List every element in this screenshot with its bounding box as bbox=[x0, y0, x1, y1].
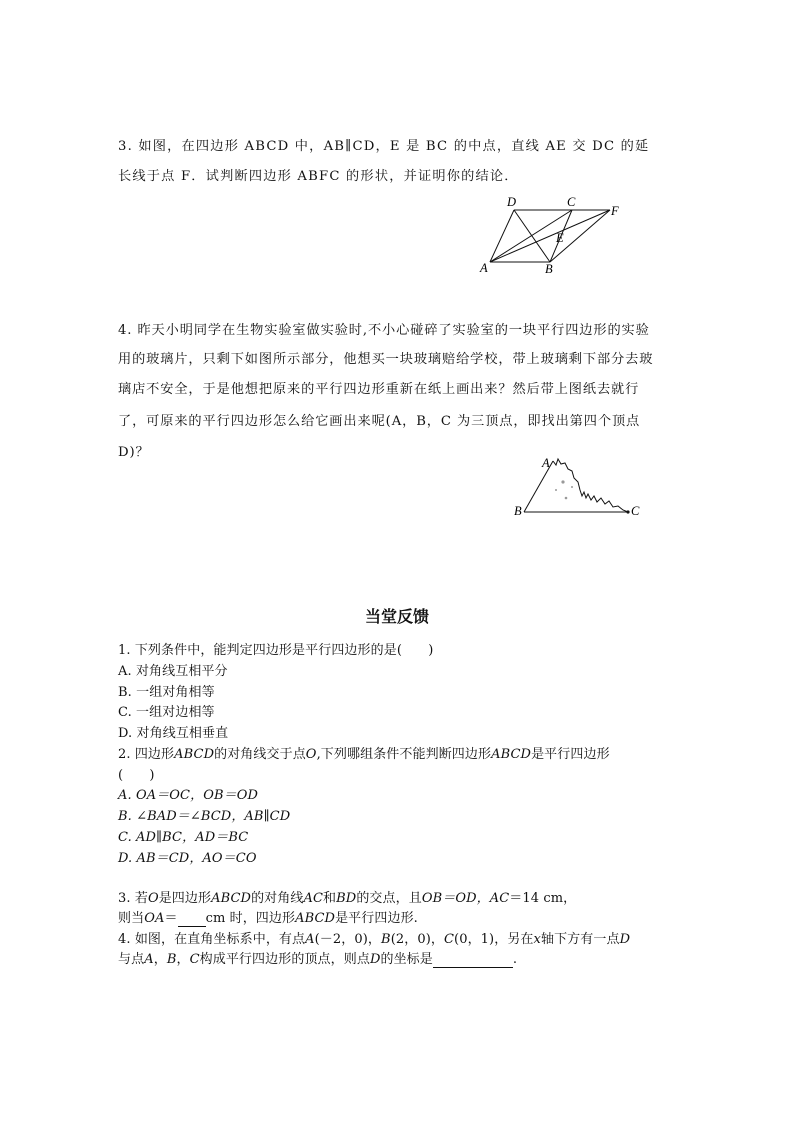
q2-option-c: C. AD∥BC，AD＝BC bbox=[118, 830, 249, 845]
q4-line-1: 4. 如图，在直角坐标系中，有点A(－2，0)，B(2，0)，C(0，1)，另在x轴下方有一点D bbox=[118, 932, 631, 947]
label-C: C bbox=[631, 504, 640, 518]
problem-4-line-2: 用的玻璃片，只剩下如图所示部分，他想买一块玻璃赔给学校，带上玻璃剩下部分去玻 bbox=[118, 352, 654, 367]
label-C: C bbox=[567, 195, 576, 209]
problem-3-line-2: 长线于点 F．试判断四边形 ABFC 的形状，并证明你的结论． bbox=[118, 169, 519, 184]
answer-blank[interactable] bbox=[178, 911, 206, 927]
label-A: A bbox=[542, 456, 550, 470]
label-D: D bbox=[507, 195, 517, 209]
label-B: B bbox=[514, 504, 522, 518]
problem-3-figure bbox=[476, 194, 626, 276]
q2-option-b: B. ∠BAD＝∠BCD，AB∥CD bbox=[118, 809, 291, 824]
label-B: B bbox=[545, 262, 553, 276]
q3-line-2: 则当OA＝ cm 时，四边形ABCD是平行四边形. bbox=[118, 911, 418, 926]
label-E: E bbox=[556, 231, 564, 245]
section-heading: 当堂反馈 bbox=[364, 607, 429, 626]
problem-3-line-1: 3. 如图，在四边形 ABCD 中，AB∥CD，E 是 BC 的中点，直线 AE 交 DC 的延 bbox=[118, 139, 650, 154]
problem-4-line-3: 璃店不安全，于是他想把原来的平行四边形重新在纸上画出来？然后带上图纸去就行 bbox=[118, 382, 640, 397]
q2-stem: 2. 四边形ABCD的对角线交于点O,下列哪组条件不能判断四边形ABCD是平行四边形 bbox=[118, 747, 610, 762]
q4-line-2: 与点A，B，C构成平行四边形的顶点，则点D的坐标是 . bbox=[118, 952, 518, 967]
problem-4-broken-glass-figure bbox=[510, 452, 645, 520]
problem-4-line-4: 了，可原来的平行四边形怎么给它画出来呢(A，B，C 为三顶点，即找出第四个顶点 bbox=[118, 414, 641, 429]
q2-option-d: D. AB＝CD，AO＝CO bbox=[118, 851, 257, 866]
q1-stem: 1. 下列条件中，能判定四边形是平行四边形的是( ) bbox=[118, 643, 434, 658]
label-A: A bbox=[480, 261, 488, 275]
answer-blank[interactable] bbox=[433, 952, 513, 968]
broken-edge bbox=[553, 459, 628, 512]
label-F: F bbox=[611, 204, 619, 218]
q1-option-a: A. 对角线互相平分 bbox=[118, 664, 228, 679]
problem-4-line-5: D)？ bbox=[118, 445, 150, 460]
problem-4-line-1: 4. 昨天小明同学在生物实验室做实验时,不小心碰碎了实验室的一块平行四边形的实验 bbox=[118, 323, 650, 338]
q3-line-1: 3. 若O是四边形ABCD的对角线AC和BD的交点，且OB＝OD，AC＝14 cm， bbox=[118, 891, 577, 906]
q1-option-d: D. 对角线互相垂直 bbox=[118, 726, 229, 741]
q1-option-c: C. 一组对边相等 bbox=[118, 705, 215, 720]
q1-option-b: B. 一组对角相等 bbox=[118, 685, 215, 700]
q2-answer-paren: ( ) bbox=[118, 768, 155, 783]
q2-option-a: A. OA＝OC，OB＝OD bbox=[118, 788, 258, 803]
